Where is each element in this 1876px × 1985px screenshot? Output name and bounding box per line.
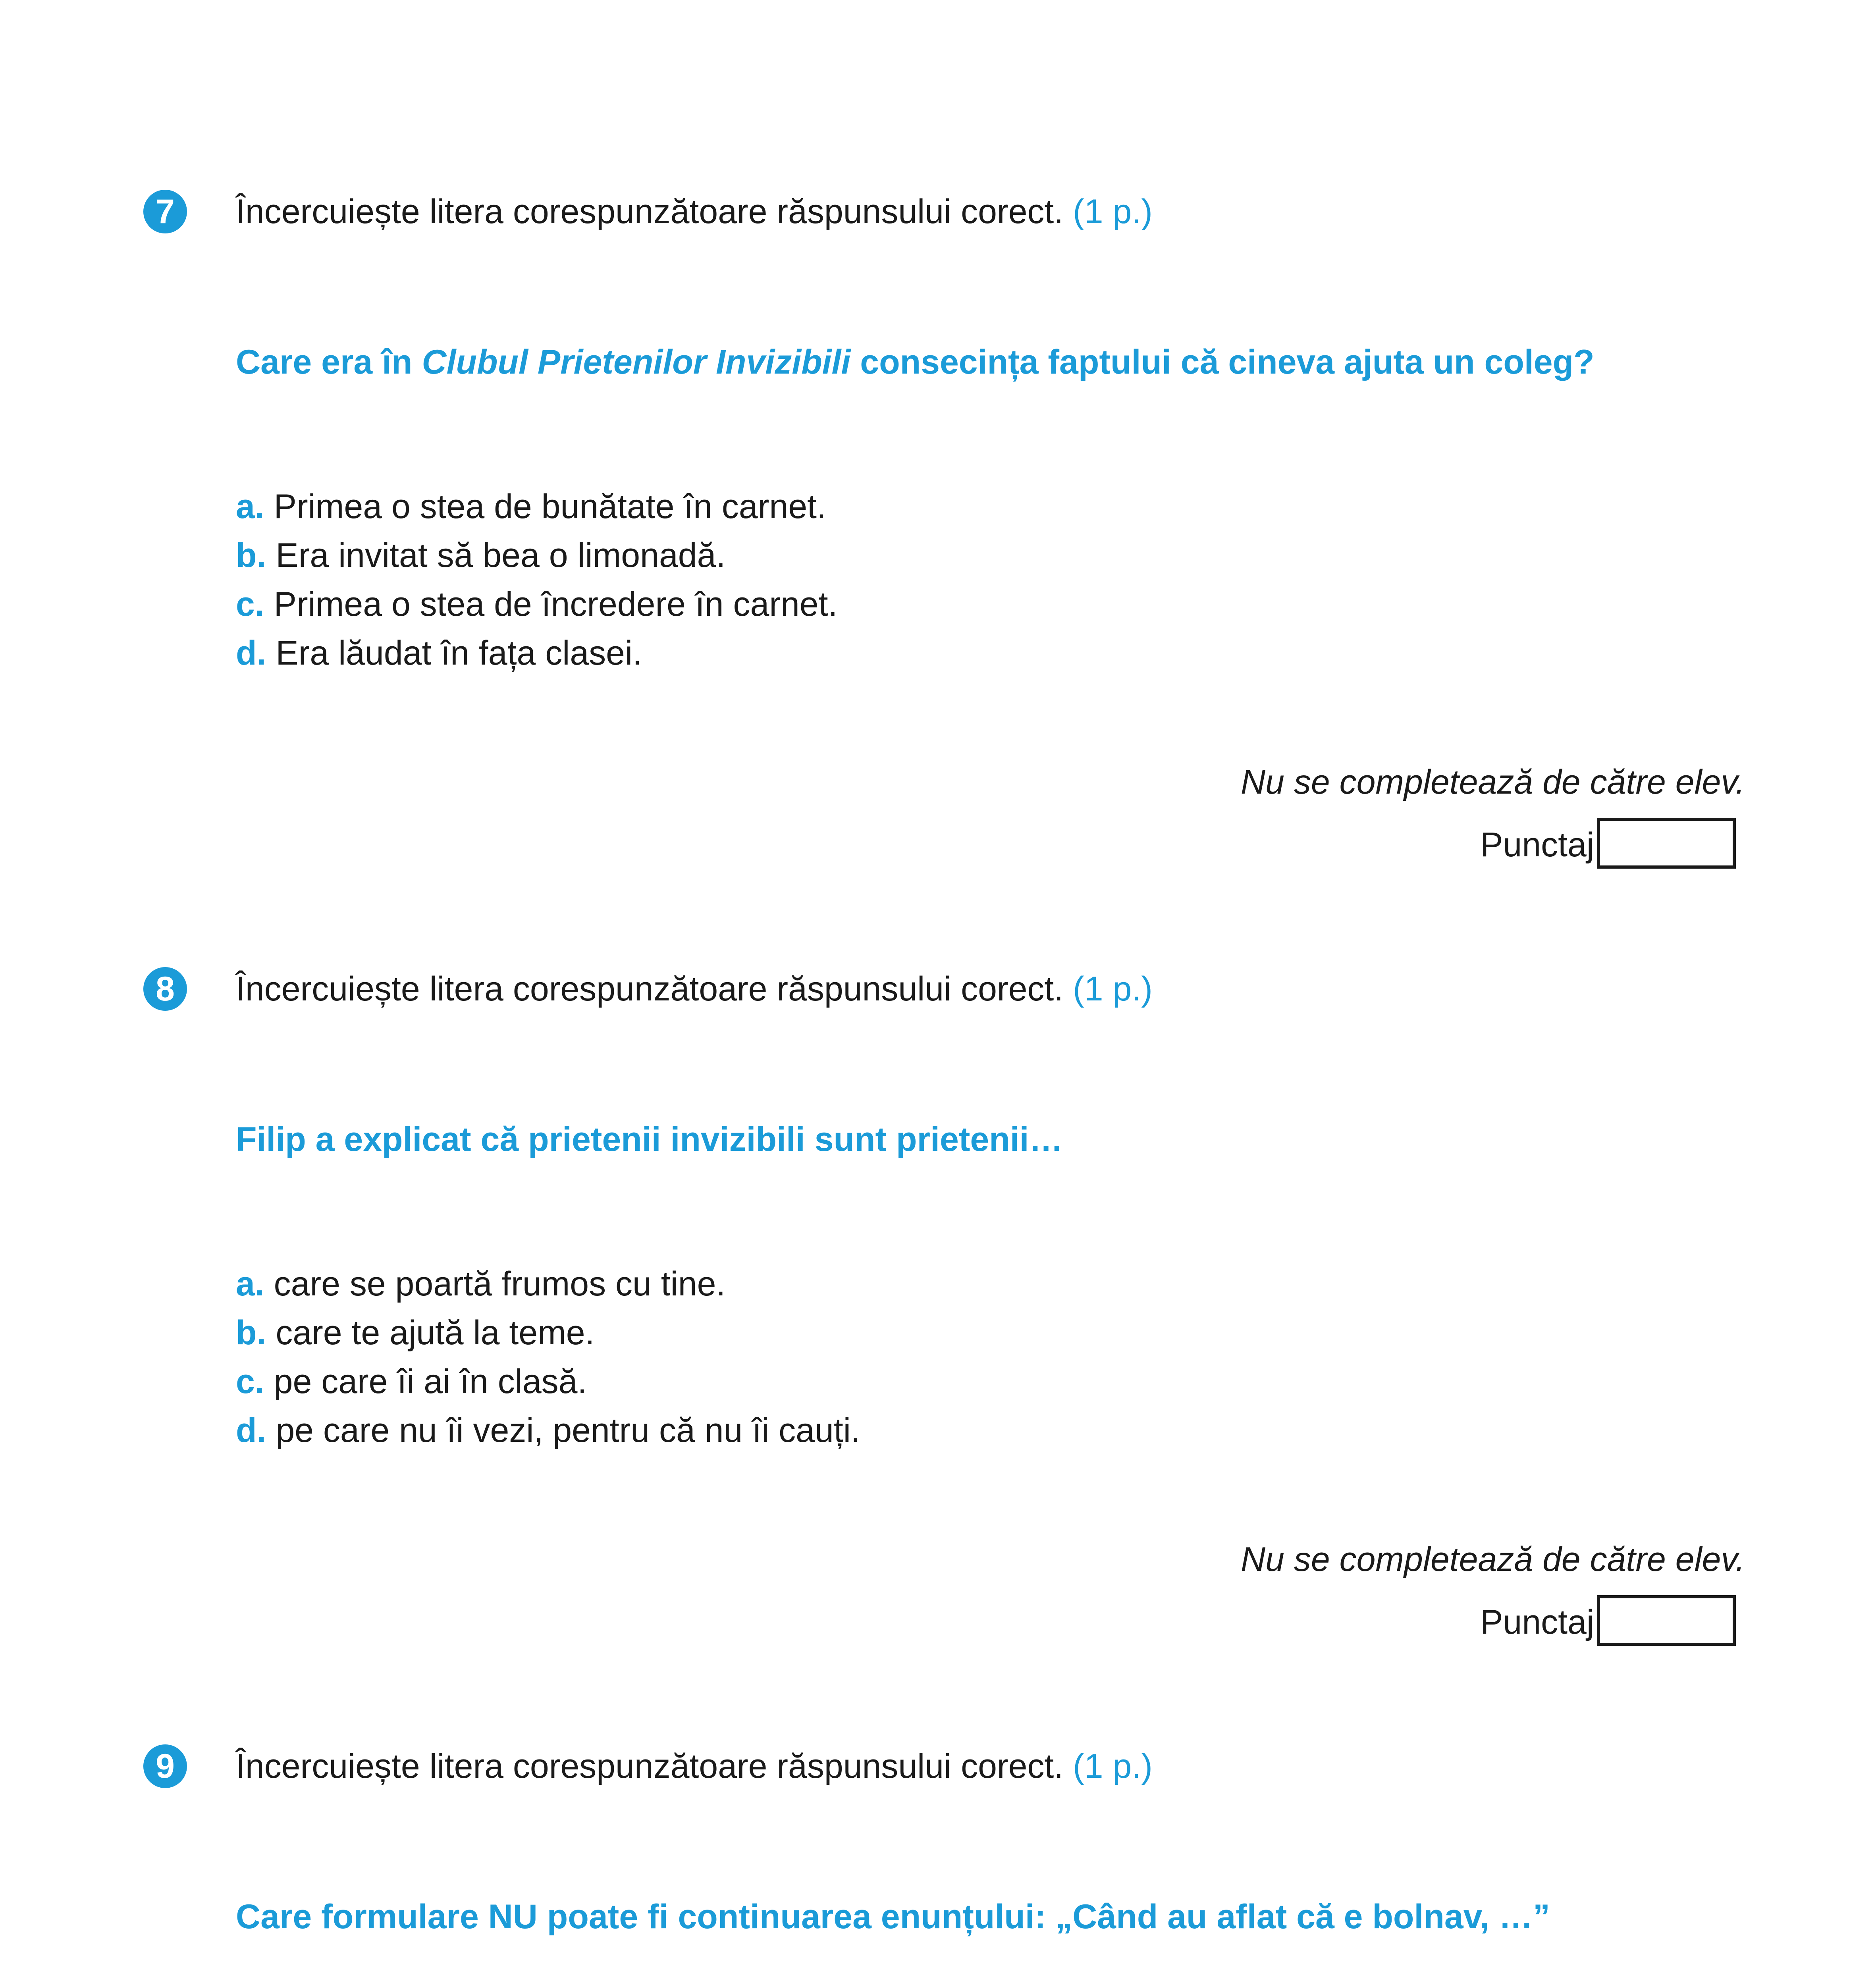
question-instruction (236, 190, 1153, 233)
score-label: Punctaj (1480, 826, 1594, 864)
instruction-text: Încercuiește litera corespunzătoare răspunsului corect. (236, 193, 1064, 231)
option-text: care se poartă frumos cu tine. (274, 1265, 726, 1303)
option-text: Primea o stea de încredere în carnet. (274, 585, 838, 623)
prompt-text-start: Care formulare NU poate fi continuarea enunțului: „Când au aflat că e bolnav, …” (236, 1898, 1550, 1936)
option-c[interactable] (236, 580, 837, 629)
answer-options (236, 482, 837, 678)
option-b[interactable] (236, 1309, 860, 1357)
option-text: care te ajută la teme. (276, 1314, 595, 1352)
prompt-emphasis: Clubul Prietenilor Invizibili (422, 343, 851, 381)
question-instruction (236, 967, 1153, 1011)
option-text: pe care nu îi vezi, pentru că nu îi cauți. (276, 1411, 860, 1449)
question-number-badge: 8 (143, 967, 187, 1011)
option-letter: d. (236, 1411, 266, 1449)
option-text: Primea o stea de bunătate în carnet. (274, 488, 826, 526)
option-letter: b. (236, 1314, 266, 1352)
teacher-only-note: Nu se completează de către elev. (1241, 1540, 1745, 1578)
prompt-text-start: Care era în (236, 343, 422, 381)
question-9 (0, 1555, 1876, 1985)
question-prompt (236, 1118, 1063, 1161)
option-text: Era invitat să bea o limonadă. (276, 536, 726, 574)
instruction-text: Încercuiește litera corespunzătoare răspunsului corect. (236, 1747, 1064, 1785)
option-d[interactable] (236, 1406, 860, 1455)
points-label: (1 p.) (1073, 193, 1153, 231)
question-prompt (236, 1895, 1550, 1939)
question-7 (0, 0, 1876, 864)
question-number-badge: 9 (143, 1744, 187, 1788)
points-label: (1 p.) (1073, 970, 1153, 1008)
option-text: pe care îi ai în clasă. (274, 1363, 587, 1401)
option-letter: b. (236, 536, 266, 574)
option-a[interactable] (236, 1260, 860, 1309)
option-letter: c. (236, 1363, 264, 1401)
answer-options (236, 1260, 860, 1455)
option-text: Era lăudat în fața clasei. (276, 634, 642, 672)
score-label: Punctaj (1480, 1603, 1594, 1641)
question-number-badge: 7 (143, 190, 187, 233)
option-c[interactable] (236, 1357, 860, 1406)
question-instruction (236, 1744, 1153, 1788)
option-letter: d. (236, 634, 266, 672)
instruction-text: Încercuiește litera corespunzătoare răspunsului corect. (236, 970, 1064, 1008)
points-label: (1 p.) (1073, 1747, 1153, 1785)
teacher-only-note: Nu se completează de către elev. (1241, 763, 1745, 801)
option-letter: a. (236, 488, 264, 526)
option-a[interactable] (236, 482, 837, 531)
question-8 (0, 777, 1876, 1641)
option-letter: c. (236, 585, 264, 623)
option-d[interactable] (236, 629, 837, 678)
prompt-text-start: Filip a explicat că prietenii invizibili sunt prietenii… (236, 1120, 1063, 1158)
option-b[interactable] (236, 531, 837, 580)
prompt-text-end: consecința faptului că cineva ajuta un coleg? (850, 343, 1595, 381)
option-letter: a. (236, 1265, 264, 1303)
question-prompt (236, 340, 1595, 384)
